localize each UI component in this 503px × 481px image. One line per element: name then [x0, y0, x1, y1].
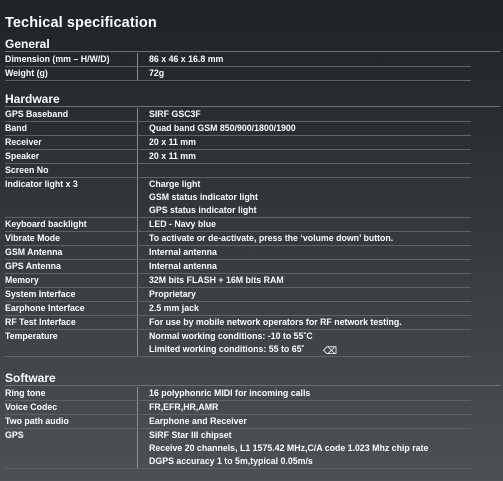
section-heading-general: General — [5, 37, 475, 51]
spec-value — [138, 218, 472, 232]
spec-row — [5, 218, 471, 232]
spec-value — [138, 401, 472, 415]
spec-row — [5, 178, 471, 218]
spec-label — [5, 246, 138, 260]
spec-value-line: Earphone and Receiver — [149, 416, 247, 426]
spec-value — [138, 164, 472, 178]
spec-label — [5, 415, 138, 429]
spec-value — [138, 260, 472, 274]
spec-label — [5, 232, 138, 246]
spec-label-text: System Interface — [5, 289, 76, 299]
spec-label — [5, 316, 138, 330]
spec-value-line: Proprietary — [149, 289, 196, 299]
spec-label-text: Memory — [5, 275, 39, 285]
spec-row — [5, 316, 471, 330]
spec-row — [5, 136, 471, 150]
spec-label — [5, 429, 138, 469]
spec-row — [5, 164, 471, 178]
spec-value — [138, 53, 472, 67]
spec-value — [138, 274, 472, 288]
spec-label — [5, 218, 138, 232]
spec-value — [138, 429, 472, 469]
spec-label-text: Keyboard backlight — [5, 219, 87, 229]
spec-value — [138, 302, 472, 316]
spec-value — [138, 330, 472, 357]
spec-value — [138, 122, 472, 136]
spec-row — [5, 274, 471, 288]
spec-value — [138, 67, 472, 81]
spec-label-text: Ring tone — [5, 388, 46, 398]
spec-value-line — [149, 164, 471, 177]
spec-label-text: Weight (g) — [5, 68, 48, 78]
spec-row — [5, 302, 471, 316]
spec-label-text: Speaker — [5, 151, 40, 161]
spec-label — [5, 67, 138, 81]
spec-value — [138, 178, 472, 218]
spec-label-text: GPS Baseband — [5, 109, 69, 119]
spec-label — [5, 302, 138, 316]
spec-row — [5, 330, 471, 357]
section-heading-hardware: Hardware — [5, 92, 475, 106]
spec-label-text: GPS — [5, 430, 24, 440]
spec-label — [5, 136, 138, 150]
spec-label — [5, 274, 138, 288]
spec-value-line: LED - Navy blue — [149, 219, 216, 229]
spec-value-line: 20 x 11 mm — [149, 151, 196, 161]
spec-value-line: Internal antenna — [149, 247, 217, 257]
software-spec-table — [5, 387, 471, 469]
spec-label-text: GPS Antenna — [5, 261, 61, 271]
spec-label — [5, 164, 138, 178]
spec-label — [5, 178, 138, 218]
spec-value-line: Charge light — [149, 179, 201, 189]
spec-value-line: GPS status indicator light — [149, 205, 257, 215]
spec-value — [138, 246, 472, 260]
page-title: Techical specification — [5, 15, 157, 31]
general-spec-table — [5, 53, 471, 81]
spec-value — [138, 316, 472, 330]
spec-label — [5, 108, 138, 122]
spec-value-line: 32M bits FLASH + 16M bits RAM — [149, 275, 284, 285]
spec-label-text: Voice Codec — [5, 402, 58, 412]
spec-row — [5, 150, 471, 164]
spec-row — [5, 401, 471, 415]
spec-value — [138, 288, 472, 302]
spec-value — [138, 415, 472, 429]
spec-label-text: Band — [5, 123, 27, 133]
spec-value-line: 72g — [149, 68, 165, 78]
spec-label-text: Earphone Interface — [5, 303, 85, 313]
spec-row — [5, 429, 471, 469]
spec-row — [5, 108, 471, 122]
spec-label — [5, 260, 138, 274]
spec-value-line: DGPS accuracy 1 to 5m,typical 0.05m/s — [149, 456, 313, 466]
spec-label — [5, 288, 138, 302]
spec-label-text: Temperature — [5, 331, 58, 341]
text-cursor-icon: ⌫ — [323, 346, 338, 357]
spec-value-line: 16 polyphonric MIDI for incoming calls — [149, 388, 311, 398]
spec-value-line: To activate or de-activate, press the ‘volume down’ button. — [149, 233, 394, 243]
spec-label-text: Receiver — [5, 137, 42, 147]
spec-label-text: Indicator light x 3 — [5, 179, 78, 189]
spec-value — [138, 108, 472, 122]
spec-label — [5, 401, 138, 415]
spec-label-text: RF Test Interface — [5, 317, 76, 327]
spec-row — [5, 232, 471, 246]
spec-label-text: Dimension (mm – H/W/D) — [5, 54, 110, 64]
spec-value — [138, 136, 472, 150]
spec-label-text: Two path audio — [5, 416, 69, 426]
spec-row — [5, 260, 471, 274]
spec-value-line: FR,EFR,HR,AMR — [149, 402, 219, 412]
spec-value-line: SIRF GSC3F — [149, 109, 201, 119]
spec-label — [5, 150, 138, 164]
spec-label-text: Screen No — [5, 165, 49, 175]
spec-value-line: 20 x 11 mm — [149, 137, 196, 147]
spec-value-line: Normal working conditions: -10 to 55˚C — [149, 331, 313, 341]
spec-row — [5, 122, 471, 136]
spec-value-line: SiRF Star III chipset — [149, 430, 232, 440]
spec-row — [5, 67, 471, 81]
spec-row — [5, 415, 471, 429]
spec-label-text: Vibrate Mode — [5, 233, 61, 243]
spec-label — [5, 53, 138, 67]
spec-row — [5, 387, 471, 401]
spec-value-line: 86 x 46 x 16.8 mm — [149, 54, 224, 64]
spec-value — [138, 232, 472, 246]
section-heading-software: Software — [5, 371, 475, 385]
spec-value-line: Receive 20 channels, L1 1575.42 MHz,C/A code 1.023 Mhz chip rate — [149, 443, 429, 453]
spec-value-line: Quad band GSM 850/900/1800/1900 — [149, 123, 296, 133]
spec-value-line: Limited working conditions: 55 to 65˚ — [149, 344, 305, 354]
spec-value-line: 2.5 mm jack — [149, 303, 199, 313]
spec-row — [5, 53, 471, 67]
spec-label — [5, 330, 138, 357]
spec-label — [5, 387, 138, 401]
spec-value — [138, 387, 472, 401]
spec-label-text: GSM Antenna — [5, 247, 63, 257]
spec-row — [5, 288, 471, 302]
hardware-spec-table — [5, 108, 471, 357]
spec-value — [138, 150, 472, 164]
spec-label — [5, 122, 138, 136]
spec-value-line: Internal antenna — [149, 261, 217, 271]
spec-value-line: GSM status indicator light — [149, 192, 258, 202]
spec-row — [5, 246, 471, 260]
spec-value-line: For use by mobile network operators for RF network testing. — [149, 317, 402, 327]
